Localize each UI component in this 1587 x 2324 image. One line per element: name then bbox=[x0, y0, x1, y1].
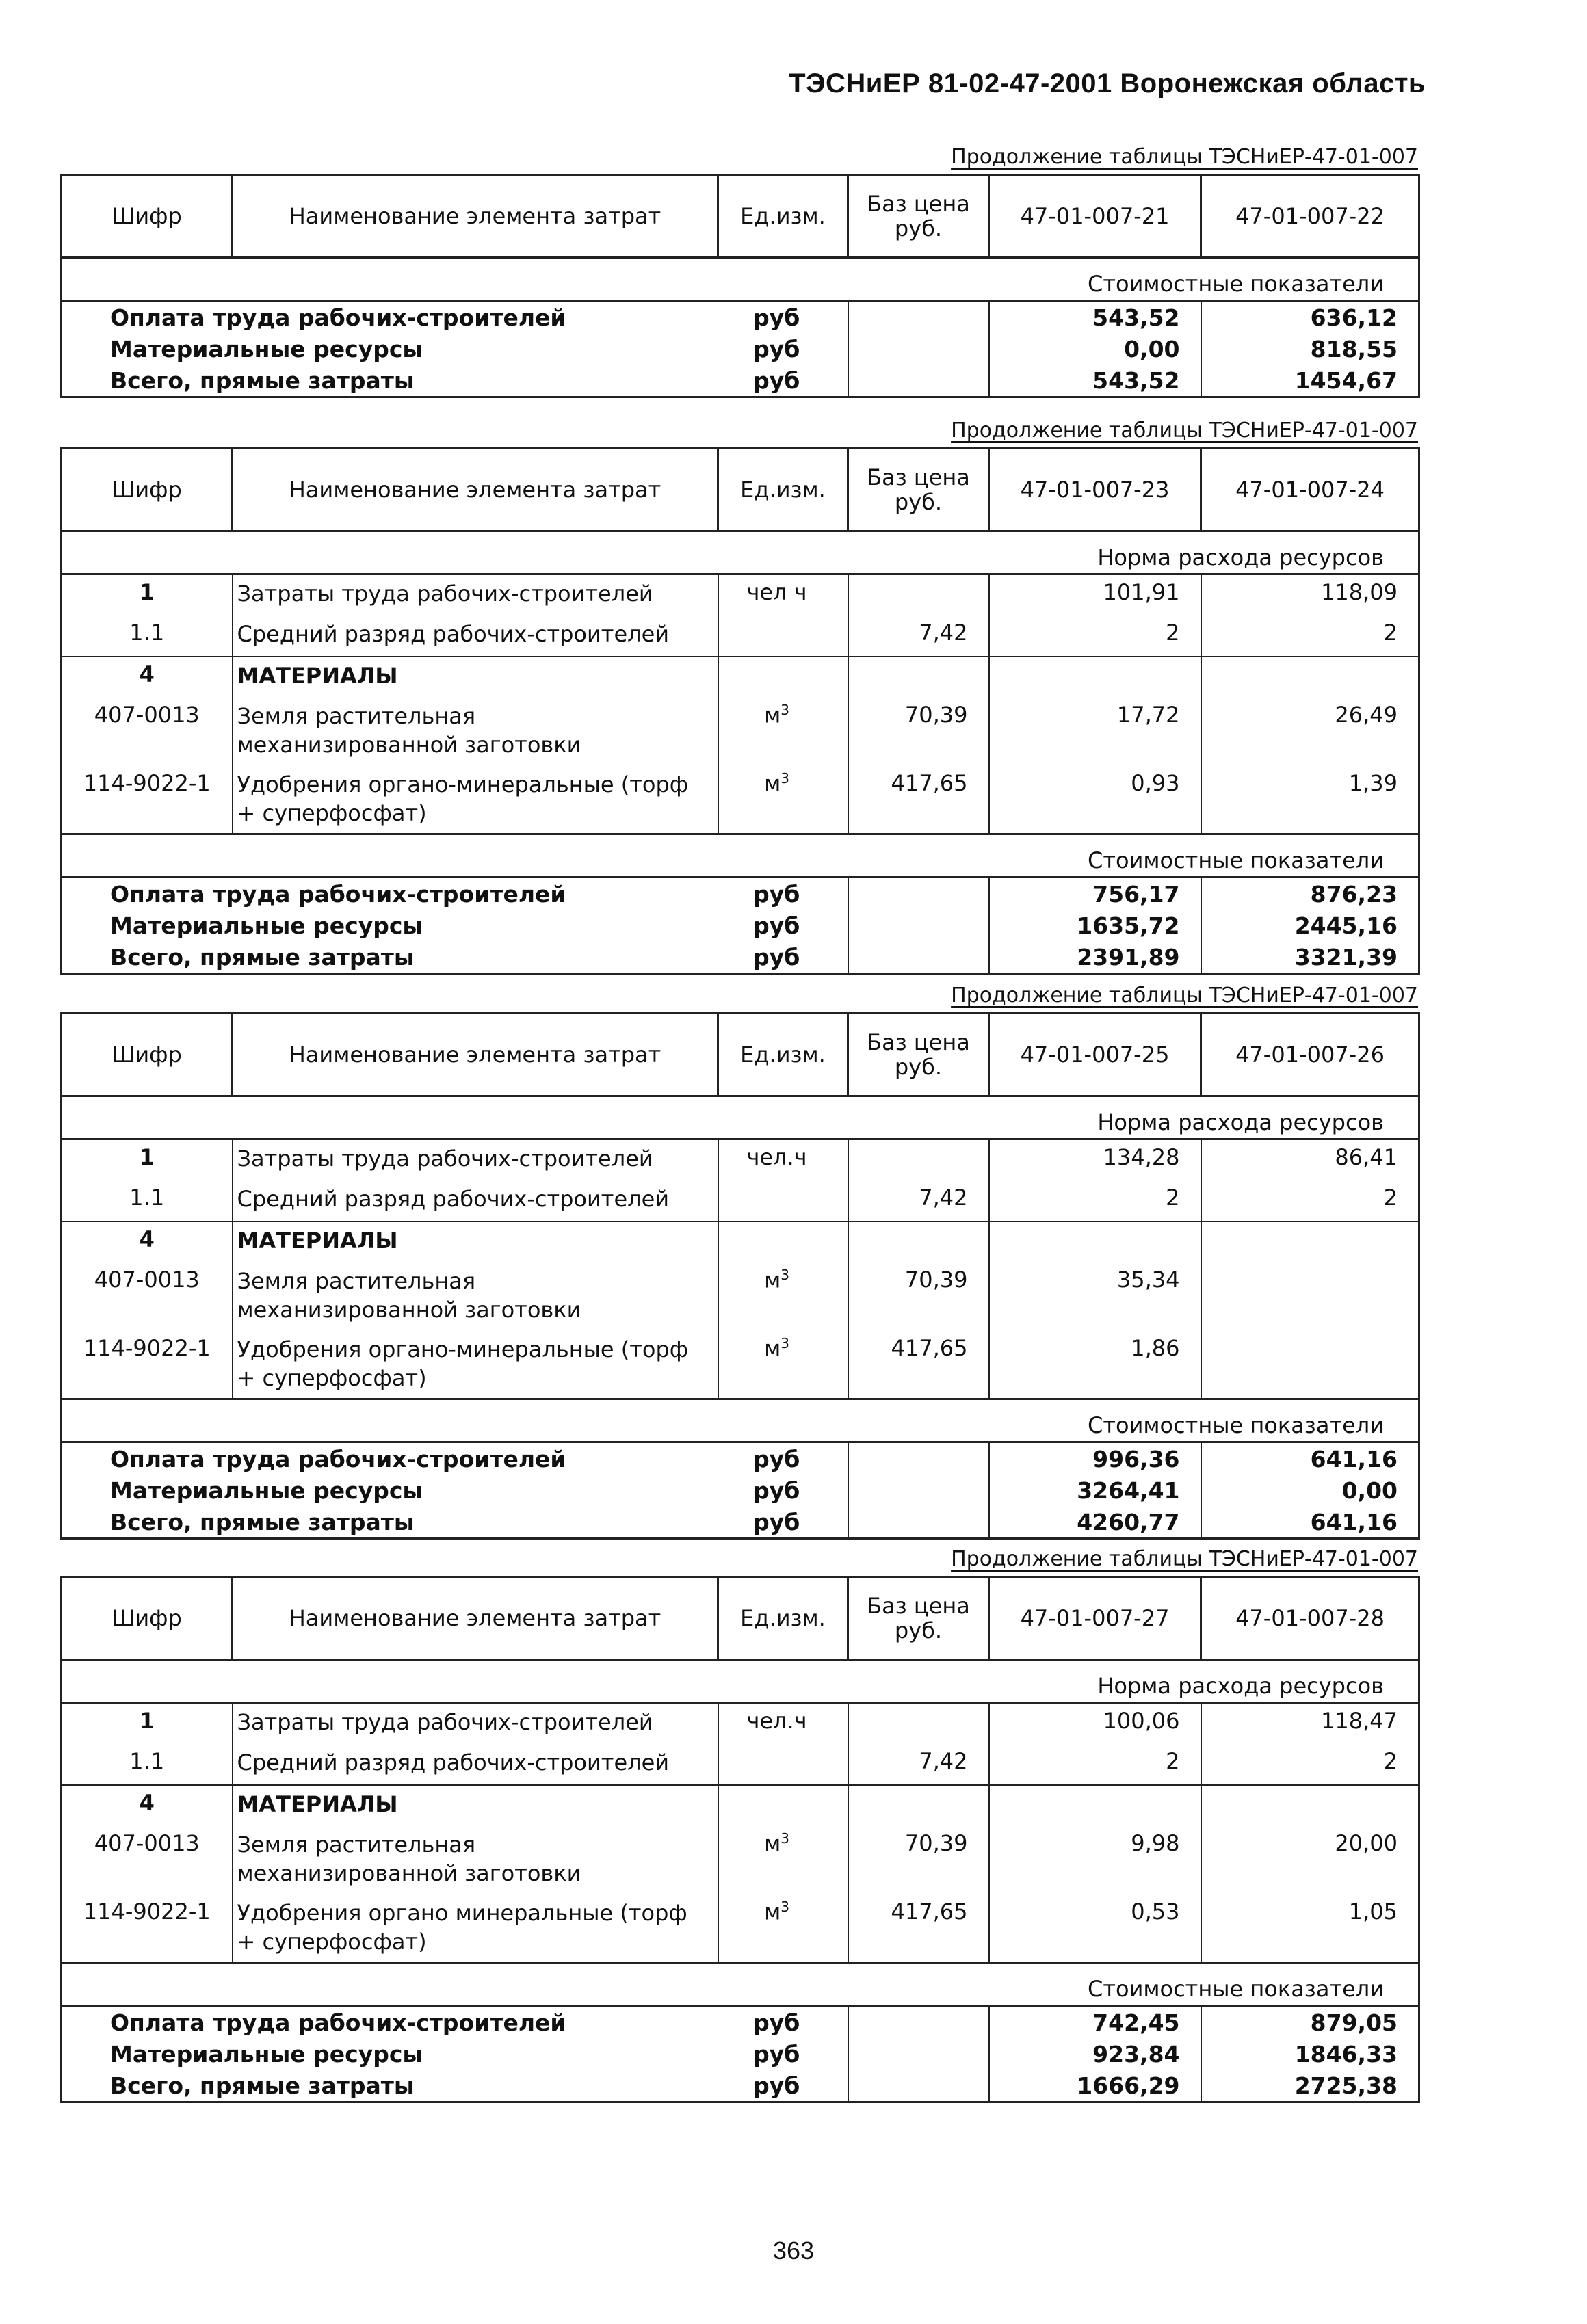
row-base-price bbox=[848, 1222, 989, 1263]
cost-base-price bbox=[848, 941, 989, 974]
cost-row bbox=[62, 877, 1419, 910]
row-base-price bbox=[848, 657, 989, 698]
row-value-a: 35,34 bbox=[989, 1263, 1201, 1331]
row-unit-text: чел.ч bbox=[746, 1144, 807, 1170]
row-value-a: 2 bbox=[989, 1744, 1201, 1785]
cost-value-b: 876,23 bbox=[1201, 877, 1419, 910]
row-code: 1 bbox=[62, 575, 233, 616]
row-code: 1.1 bbox=[62, 616, 233, 657]
row-value-a: 17,72 bbox=[989, 698, 1201, 766]
row-name: Земля растительная механизированной заготовки bbox=[233, 698, 718, 766]
row-value-b: 2 bbox=[1201, 1180, 1419, 1222]
row-code: 407-0013 bbox=[62, 1826, 233, 1894]
row-value-b bbox=[1201, 657, 1419, 698]
cost-title: Стоимостные показатели bbox=[62, 258, 1419, 301]
cost-base-price bbox=[848, 301, 989, 334]
row-code: 1 bbox=[62, 1139, 233, 1180]
col-header-code-b: 47-01-007-26 bbox=[1201, 1014, 1419, 1096]
table-header-row bbox=[62, 1577, 1419, 1660]
row-value-b bbox=[1201, 1263, 1419, 1331]
row-name: Затраты труда рабочих-строителей bbox=[233, 1703, 718, 1744]
cost-unit: руб bbox=[718, 910, 848, 941]
table-row bbox=[62, 698, 1419, 766]
row-value-a bbox=[989, 657, 1201, 698]
col-header-price: Баз цена руб. bbox=[848, 449, 989, 531]
row-unit bbox=[718, 575, 848, 616]
row-code: 1.1 bbox=[62, 1180, 233, 1222]
row-base-price bbox=[848, 1139, 989, 1180]
row-base-price: 7,42 bbox=[848, 1180, 989, 1222]
row-base-price: 70,39 bbox=[848, 1263, 989, 1331]
col-header-name: Наименование элемента затрат bbox=[233, 449, 718, 531]
row-value-a bbox=[989, 1222, 1201, 1263]
col-header-unit: Ед.изм. bbox=[718, 449, 848, 531]
norm-title-row bbox=[62, 1096, 1419, 1139]
row-unit-text: м bbox=[764, 1335, 781, 1362]
cost-row bbox=[62, 2070, 1419, 2102]
continuation-caption: Продолжение таблицы ТЭСНиЕР-47-01-007 bbox=[951, 983, 1418, 1007]
cost-value-b: 3321,39 bbox=[1201, 941, 1419, 974]
cost-value-a: 742,45 bbox=[989, 2006, 1201, 2039]
col-header-price: Баз цена руб. bbox=[848, 175, 989, 258]
row-unit bbox=[718, 766, 848, 834]
document-header: ТЭСНиЕР 81-02-47-2001 Воронежская область bbox=[789, 68, 1426, 98]
row-unit-text: м bbox=[764, 1899, 781, 1925]
row-base-price: 70,39 bbox=[848, 1826, 989, 1894]
col-header-code-b: 47-01-007-22 bbox=[1201, 175, 1419, 258]
row-unit bbox=[718, 1894, 848, 1963]
norm-title-row bbox=[62, 1660, 1419, 1703]
cost-title-row bbox=[62, 1399, 1419, 1442]
cost-row bbox=[62, 301, 1419, 334]
row-unit bbox=[718, 1703, 848, 1744]
table-row bbox=[62, 1222, 1419, 1263]
row-name: Удобрения органо минеральные (торф + суперфосфат) bbox=[233, 1894, 718, 1963]
table-header-row bbox=[62, 449, 1419, 531]
table-row bbox=[62, 1263, 1419, 1331]
row-unit bbox=[718, 1826, 848, 1894]
cost-unit: руб bbox=[718, 1442, 848, 1475]
row-name: Средний разряд рабочих-строителей bbox=[233, 1744, 718, 1785]
row-base-price: 7,42 bbox=[848, 1744, 989, 1785]
col-header-name: Наименование элемента затрат bbox=[233, 1014, 718, 1096]
row-name: Земля растительная механизированной заготовки bbox=[233, 1263, 718, 1331]
row-code: 407-0013 bbox=[62, 698, 233, 766]
norm-title: Норма расхода ресурсов bbox=[62, 1660, 1419, 1703]
cost-table bbox=[60, 1576, 1420, 2103]
row-base-price: 417,65 bbox=[848, 766, 989, 834]
row-name: Средний разряд рабочих-строителей bbox=[233, 616, 718, 657]
cost-title-row bbox=[62, 1963, 1419, 2006]
row-unit bbox=[718, 657, 848, 698]
cost-row bbox=[62, 1475, 1419, 1506]
cost-label: Всего, прямые затраты bbox=[62, 941, 718, 974]
cost-value-a: 756,17 bbox=[989, 877, 1201, 910]
cost-unit: руб bbox=[718, 1475, 848, 1506]
row-code: 407-0013 bbox=[62, 1263, 233, 1331]
row-value-a: 100,06 bbox=[989, 1703, 1201, 1744]
row-unit-text: чел ч bbox=[746, 579, 807, 605]
row-value-a: 9,98 bbox=[989, 1826, 1201, 1894]
cost-value-a: 1635,72 bbox=[989, 910, 1201, 941]
cost-value-a: 3264,41 bbox=[989, 1475, 1201, 1506]
cost-base-price bbox=[848, 2038, 989, 2070]
col-header-price: Баз цена руб. bbox=[848, 1014, 989, 1096]
cost-label: Оплата труда рабочих-строителей bbox=[62, 1442, 718, 1475]
cost-table bbox=[60, 447, 1420, 975]
table-row bbox=[62, 1139, 1419, 1180]
row-unit bbox=[718, 1263, 848, 1331]
row-base-price: 417,65 bbox=[848, 1331, 989, 1399]
cost-row bbox=[62, 365, 1419, 397]
table-row bbox=[62, 616, 1419, 657]
row-value-a: 101,91 bbox=[989, 575, 1201, 616]
row-value-a: 2 bbox=[989, 1180, 1201, 1222]
cost-row bbox=[62, 333, 1419, 365]
row-value-a bbox=[989, 1785, 1201, 1826]
col-header-code: Шифр bbox=[62, 1014, 233, 1096]
cost-unit: руб bbox=[718, 301, 848, 334]
cost-label: Всего, прямые затраты bbox=[62, 365, 718, 397]
cost-value-b: 636,12 bbox=[1201, 301, 1419, 334]
cost-unit: руб bbox=[718, 2006, 848, 2039]
row-name: Средний разряд рабочих-строителей bbox=[233, 1180, 718, 1222]
row-value-b: 20,00 bbox=[1201, 1826, 1419, 1894]
col-header-code-a: 47-01-007-27 bbox=[989, 1577, 1201, 1660]
cost-row bbox=[62, 910, 1419, 941]
row-unit-text: м bbox=[764, 1830, 781, 1857]
row-value-b: 26,49 bbox=[1201, 698, 1419, 766]
cost-label: Оплата труда рабочих-строителей bbox=[62, 877, 718, 910]
cost-base-price bbox=[848, 333, 989, 365]
table-row bbox=[62, 1826, 1419, 1894]
row-value-b bbox=[1201, 1331, 1419, 1399]
cost-label: Оплата труда рабочих-строителей bbox=[62, 2006, 718, 2039]
cost-unit: руб bbox=[718, 2038, 848, 2070]
col-header-price: Баз цена руб. bbox=[848, 1577, 989, 1660]
table-row bbox=[62, 1703, 1419, 1744]
table-row bbox=[62, 1744, 1419, 1785]
col-header-code-a: 47-01-007-25 bbox=[989, 1014, 1201, 1096]
row-name: МАТЕРИАЛЫ bbox=[233, 1785, 718, 1826]
cost-value-b: 1454,67 bbox=[1201, 365, 1419, 397]
cost-title: Стоимостные показатели bbox=[62, 834, 1419, 877]
continuation-caption: Продолжение таблицы ТЭСНиЕР-47-01-007 bbox=[951, 419, 1418, 443]
cost-title-row bbox=[62, 258, 1419, 301]
row-base-price: 7,42 bbox=[848, 616, 989, 657]
cost-base-price bbox=[848, 2006, 989, 2039]
row-unit bbox=[718, 1222, 848, 1263]
col-header-code-b: 47-01-007-28 bbox=[1201, 1577, 1419, 1660]
row-name: Удобрения органо-минеральные (торф + суперфосфат) bbox=[233, 1331, 718, 1399]
table-header-row bbox=[62, 175, 1419, 258]
cost-title: Стоимостные показатели bbox=[62, 1399, 1419, 1442]
cost-table bbox=[60, 1012, 1420, 1540]
cost-label: Оплата труда рабочих-строителей bbox=[62, 301, 718, 334]
table-header-row bbox=[62, 1014, 1419, 1096]
row-unit bbox=[718, 1331, 848, 1399]
row-base-price: 417,65 bbox=[848, 1894, 989, 1963]
row-name: МАТЕРИАЛЫ bbox=[233, 657, 718, 698]
cost-value-b: 879,05 bbox=[1201, 2006, 1419, 2039]
cost-table bbox=[60, 174, 1420, 398]
continuation-caption: Продолжение таблицы ТЭСНиЕР-47-01-007 bbox=[951, 145, 1418, 169]
cost-base-price bbox=[848, 877, 989, 910]
cost-base-price bbox=[848, 910, 989, 941]
cost-value-a: 1666,29 bbox=[989, 2070, 1201, 2102]
page-number: 363 bbox=[772, 2236, 815, 2264]
cost-value-a: 996,36 bbox=[989, 1442, 1201, 1475]
cost-base-price bbox=[848, 1506, 989, 1539]
cost-row bbox=[62, 1442, 1419, 1475]
row-base-price: 70,39 bbox=[848, 698, 989, 766]
row-unit-text: м bbox=[764, 702, 781, 728]
row-name: Удобрения органо-минеральные (торф + суперфосфат) bbox=[233, 766, 718, 834]
table-row bbox=[62, 657, 1419, 698]
row-value-a: 134,28 bbox=[989, 1139, 1201, 1180]
cost-title: Стоимостные показатели bbox=[62, 1963, 1419, 2006]
table-row bbox=[62, 1785, 1419, 1826]
row-base-price bbox=[848, 575, 989, 616]
cost-label: Материальные ресурсы bbox=[62, 910, 718, 941]
col-header-unit: Ед.изм. bbox=[718, 1577, 848, 1660]
row-name: Земля растительная механизированной заготовки bbox=[233, 1826, 718, 1894]
cost-label: Материальные ресурсы bbox=[62, 1475, 718, 1506]
unit-exponent: 3 bbox=[781, 701, 789, 718]
row-base-price bbox=[848, 1703, 989, 1744]
table-row bbox=[62, 1894, 1419, 1963]
col-header-name: Наименование элемента затрат bbox=[233, 1577, 718, 1660]
row-value-b: 118,09 bbox=[1201, 575, 1419, 616]
cost-title-row bbox=[62, 834, 1419, 877]
row-name: Затраты труда рабочих-строителей bbox=[233, 1139, 718, 1180]
cost-value-b: 641,16 bbox=[1201, 1442, 1419, 1475]
col-header-name: Наименование элемента затрат bbox=[233, 175, 718, 258]
cost-unit: руб bbox=[718, 877, 848, 910]
row-unit-text: м bbox=[764, 770, 781, 797]
cost-unit: руб bbox=[718, 333, 848, 365]
row-value-a: 2 bbox=[989, 616, 1201, 657]
table-row bbox=[62, 575, 1419, 616]
continuation-caption: Продолжение таблицы ТЭСНиЕР-47-01-007 bbox=[951, 1547, 1418, 1571]
row-code: 114-9022-1 bbox=[62, 1331, 233, 1399]
row-unit bbox=[718, 1180, 848, 1222]
unit-exponent: 3 bbox=[781, 769, 789, 787]
row-code: 114-9022-1 bbox=[62, 1894, 233, 1963]
cost-value-b: 0,00 bbox=[1201, 1475, 1419, 1506]
cost-row bbox=[62, 941, 1419, 974]
cost-value-b: 1846,33 bbox=[1201, 2038, 1419, 2070]
cost-value-a: 923,84 bbox=[989, 2038, 1201, 2070]
norm-title: Норма расхода ресурсов bbox=[62, 531, 1419, 575]
row-value-a: 0,93 bbox=[989, 766, 1201, 834]
row-value-b: 118,47 bbox=[1201, 1703, 1419, 1744]
cost-base-price bbox=[848, 365, 989, 397]
row-code: 4 bbox=[62, 1785, 233, 1826]
cost-value-b: 641,16 bbox=[1201, 1506, 1419, 1539]
row-value-b bbox=[1201, 1785, 1419, 1826]
col-header-code-a: 47-01-007-21 bbox=[989, 175, 1201, 258]
row-unit-text: м bbox=[764, 1267, 781, 1293]
unit-exponent: 3 bbox=[781, 1830, 789, 1847]
row-value-b bbox=[1201, 1222, 1419, 1263]
cost-value-a: 543,52 bbox=[989, 301, 1201, 334]
row-code: 1.1 bbox=[62, 1744, 233, 1785]
row-unit bbox=[718, 616, 848, 657]
col-header-code: Шифр bbox=[62, 1577, 233, 1660]
norm-title: Норма расхода ресурсов bbox=[62, 1096, 1419, 1139]
row-unit bbox=[718, 1139, 848, 1180]
row-name: Затраты труда рабочих-строителей bbox=[233, 575, 718, 616]
col-header-code: Шифр bbox=[62, 175, 233, 258]
cost-row bbox=[62, 1506, 1419, 1539]
col-header-code: Шифр bbox=[62, 449, 233, 531]
col-header-unit: Ед.изм. bbox=[718, 1014, 848, 1096]
unit-exponent: 3 bbox=[781, 1898, 789, 1915]
cost-unit: руб bbox=[718, 1506, 848, 1539]
row-value-b: 1,39 bbox=[1201, 766, 1419, 834]
row-code: 4 bbox=[62, 657, 233, 698]
cost-value-b: 818,55 bbox=[1201, 333, 1419, 365]
row-code: 1 bbox=[62, 1703, 233, 1744]
row-name: МАТЕРИАЛЫ bbox=[233, 1222, 718, 1263]
row-unit bbox=[718, 698, 848, 766]
cost-value-a: 543,52 bbox=[989, 365, 1201, 397]
cost-base-price bbox=[848, 2070, 989, 2102]
cost-row bbox=[62, 2006, 1419, 2039]
col-header-unit: Ед.изм. bbox=[718, 175, 848, 258]
col-header-code-a: 47-01-007-23 bbox=[989, 449, 1201, 531]
cost-base-price bbox=[848, 1475, 989, 1506]
row-code: 4 bbox=[62, 1222, 233, 1263]
row-unit bbox=[718, 1744, 848, 1785]
cost-value-b: 2725,38 bbox=[1201, 2070, 1419, 2102]
row-code: 114-9022-1 bbox=[62, 766, 233, 834]
table-row bbox=[62, 1331, 1419, 1399]
row-value-b: 1,05 bbox=[1201, 1894, 1419, 1963]
row-value-b: 2 bbox=[1201, 1744, 1419, 1785]
unit-exponent: 3 bbox=[781, 1266, 789, 1283]
cost-value-a: 0,00 bbox=[989, 333, 1201, 365]
col-header-code-b: 47-01-007-24 bbox=[1201, 449, 1419, 531]
row-value-a: 0,53 bbox=[989, 1894, 1201, 1963]
row-value-b: 86,41 bbox=[1201, 1139, 1419, 1180]
cost-unit: руб bbox=[718, 941, 848, 974]
norm-title-row bbox=[62, 531, 1419, 575]
cost-base-price bbox=[848, 1442, 989, 1475]
row-value-b: 2 bbox=[1201, 616, 1419, 657]
cost-row bbox=[62, 2038, 1419, 2070]
cost-value-a: 2391,89 bbox=[989, 941, 1201, 974]
cost-label: Всего, прямые затраты bbox=[62, 2070, 718, 2102]
row-unit-text: чел.ч bbox=[746, 1708, 807, 1734]
row-unit bbox=[718, 1785, 848, 1826]
cost-label: Материальные ресурсы bbox=[62, 2038, 718, 2070]
table-row bbox=[62, 766, 1419, 834]
table-row bbox=[62, 1180, 1419, 1222]
unit-exponent: 3 bbox=[781, 1334, 789, 1351]
cost-label: Всего, прямые затраты bbox=[62, 1506, 718, 1539]
cost-label: Материальные ресурсы bbox=[62, 333, 718, 365]
cost-unit: руб bbox=[718, 2070, 848, 2102]
cost-value-b: 2445,16 bbox=[1201, 910, 1419, 941]
cost-value-a: 4260,77 bbox=[989, 1506, 1201, 1539]
cost-unit: руб bbox=[718, 365, 848, 397]
row-value-a: 1,86 bbox=[989, 1331, 1201, 1399]
row-base-price bbox=[848, 1785, 989, 1826]
